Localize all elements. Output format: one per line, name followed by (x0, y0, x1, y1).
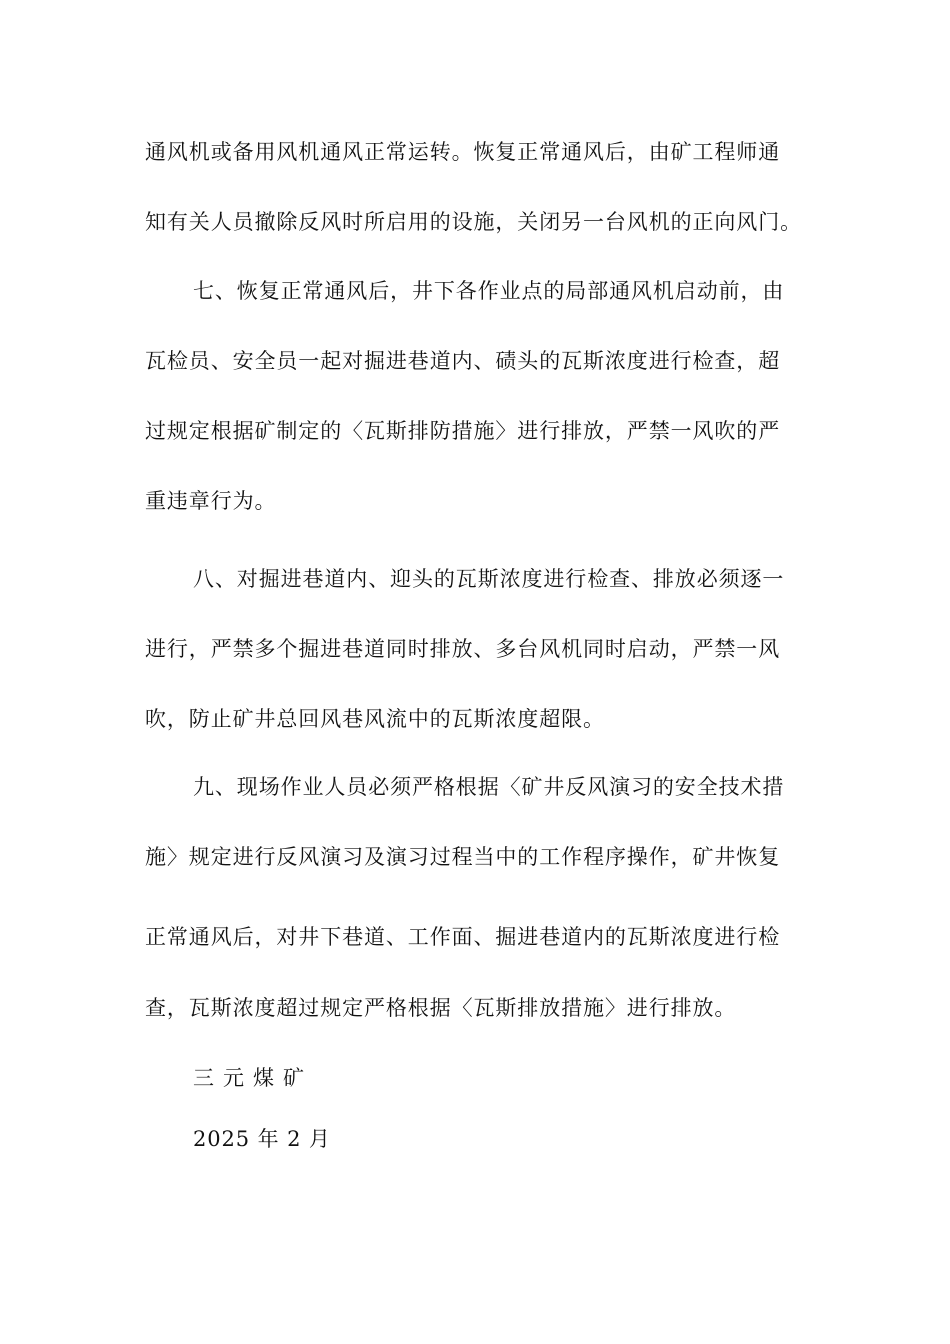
paragraph-line: 进行，严禁多个掘进巷道同时排放、多台风机同时启动，严禁一风 (145, 637, 781, 661)
signature-org: 三元煤矿 (193, 1066, 313, 1090)
paragraph-line: 八、对掘进巷道内、迎头的瓦斯浓度进行检查、排放必须逐一 (193, 567, 785, 591)
paragraph-line: 过规定根据矿制定的〈瓦斯排防措施〉进行排放，严禁一风吹的严 (145, 419, 781, 443)
document-date: 2025 年 2 月 (193, 1127, 331, 1151)
paragraph-line: 瓦检员、安全员一起对掘进巷道内、碛头的瓦斯浓度进行检查，超 (145, 349, 781, 373)
paragraph-line: 知有关人员撤除反风时所启用的设施，关闭另一台风机的正向风门。 (145, 210, 802, 234)
paragraph-line: 通风机或备用风机通风正常运转。恢复正常通风后，由矿工程师通 (145, 140, 781, 164)
paragraph-line: 正常通风后，对井下巷道、工作面、掘进巷道内的瓦斯浓度进行检 (145, 925, 781, 949)
paragraph-line: 七、恢复正常通风后，井下各作业点的局部通风机启动前，由 (193, 279, 785, 303)
paragraph-line: 查，瓦斯浓度超过规定严格根据〈瓦斯排放措施〉进行排放。 (145, 996, 737, 1020)
paragraph-line: 九、现场作业人员必须严格根据〈矿井反风演习的安全技术措 (193, 775, 785, 799)
paragraph-line: 重违章行为。 (145, 489, 277, 513)
paragraph-line: 施〉规定进行反风演习及演习过程当中的工作程序操作，矿井恢复 (145, 845, 781, 869)
paragraph-line: 吹，防止矿井总回风巷风流中的瓦斯浓度超限。 (145, 707, 605, 731)
